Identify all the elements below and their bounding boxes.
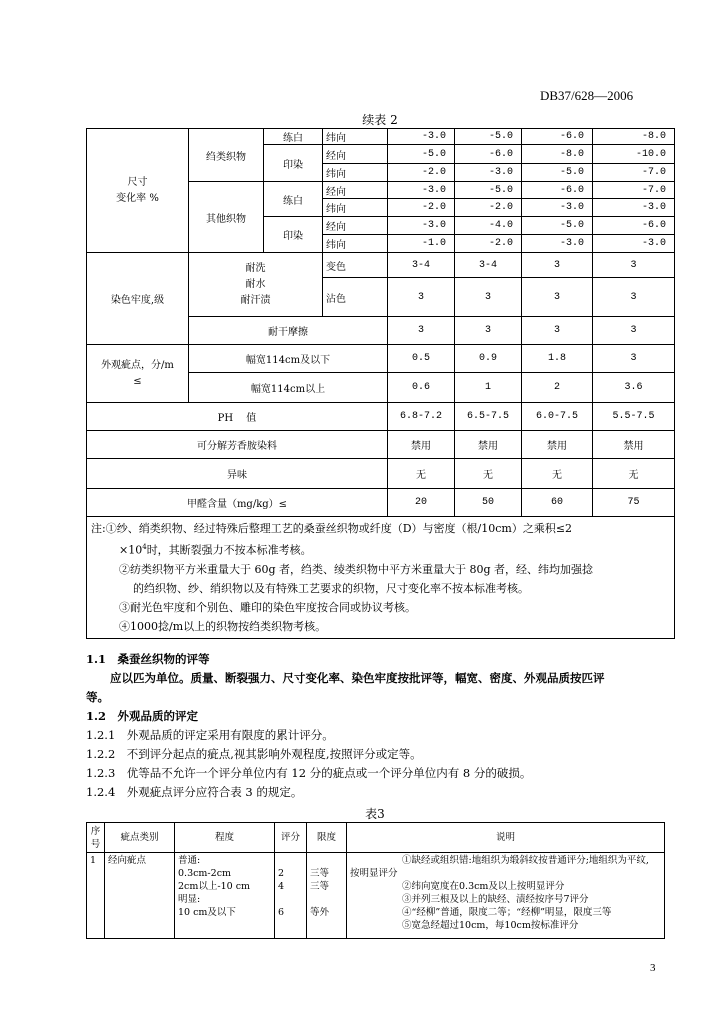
direction: 纬向	[323, 199, 388, 217]
value-cell: -3.0	[388, 217, 455, 235]
section-1-2-title: 1.2 外观品质的评定	[86, 709, 199, 723]
value-cell: 1.8	[522, 345, 593, 373]
sub-printed: 印染	[264, 145, 323, 182]
azo-dye-label: 可分解芳香胺染料	[87, 431, 388, 459]
table3-caption: 表3	[365, 807, 385, 821]
group-other: 其他织物	[189, 182, 264, 253]
header-type: 疵点类别	[105, 823, 175, 853]
direction: 纬向	[323, 235, 388, 253]
value-cell: 50	[455, 489, 522, 517]
section-1-1-body-cont: 等。	[86, 690, 109, 704]
value-cell: 60	[522, 489, 593, 517]
value-cell: 6.8-7.2	[388, 403, 455, 431]
value-cell: -3.0	[522, 199, 593, 217]
header-desc: 说明	[347, 823, 665, 853]
direction: 纬向	[323, 129, 388, 145]
value-cell: -5.0	[388, 145, 455, 164]
value-cell: -2.0	[455, 199, 522, 217]
section-1-1-title: 1.1 桑蚕丝织物的评等	[86, 652, 210, 666]
sub-bleached: 练白	[264, 182, 323, 217]
value-cell: 1	[455, 373, 522, 403]
value-cell: 禁用	[522, 431, 593, 459]
value-cell: 3	[593, 253, 675, 278]
table-row	[87, 853, 665, 939]
value-cell: 3-4	[388, 253, 455, 278]
value-cell: 3	[388, 278, 455, 317]
sub-printed: 印染	[264, 217, 323, 253]
value-cell: 0.9	[455, 345, 522, 373]
section-1-2-2: 1.2.2 不到评分起点的疵点,视其影响外观程度,按照评分或定等。	[86, 747, 422, 761]
table2-notes	[87, 517, 675, 639]
color-change-label: 变色	[323, 253, 388, 278]
value-cell: 75	[593, 489, 675, 517]
value-cell: -3.0	[593, 235, 675, 253]
document-code: DB37/628—2006	[540, 88, 634, 103]
fastness-label: 染色牢度,级	[87, 253, 189, 345]
value-cell: -7.0	[593, 164, 675, 182]
section-1-2-4: 1.2.4 外观疵点评分应符合表 3 的规定。	[86, 785, 303, 799]
value-cell: 3-4	[455, 253, 522, 278]
value-cell: -6.0	[522, 182, 593, 199]
size-change-label: 尺寸 变化率 %	[87, 129, 189, 253]
value-cell: -2.0	[388, 199, 455, 217]
note-1: 注:①纱、绡类织物、经过特殊后整理工艺的桑蚕丝织物或纤度（D）与密度（根/10cm）之乘积≤2	[91, 522, 573, 535]
value-cell: -10.0	[593, 145, 675, 164]
value-cell: -8.0	[522, 145, 593, 164]
note-2: ②纺类织物平方米重量大于 60g 者，绉类、绫类织物中平方米重量大于 80g 者，经、纬均加强捻	[119, 562, 594, 576]
value-cell: -6.0	[522, 129, 593, 145]
header-score: 评分	[275, 823, 307, 853]
note-2-cont: 的绉织物、纱、绡织物以及有特殊工艺要求的织物，尺寸变化率不按本标准考核。	[133, 581, 529, 595]
value-cell: 3	[455, 278, 522, 317]
value-cell: -2.0	[388, 164, 455, 182]
value-cell: 2	[522, 373, 593, 403]
value-cell: -1.0	[388, 235, 455, 253]
value-cell: 无	[593, 459, 675, 489]
row-type: 经向疵点	[105, 853, 175, 939]
value-cell: -4.0	[455, 217, 522, 235]
header-degree: 程度	[175, 823, 275, 853]
value-cell: -2.0	[455, 235, 522, 253]
ph-label: PH 值	[87, 403, 388, 431]
value-cell: 无	[522, 459, 593, 489]
value-cell: -6.0	[455, 145, 522, 164]
value-cell: 3	[593, 345, 675, 373]
value-cell: -3.0	[455, 164, 522, 182]
value-cell: -5.0	[455, 129, 522, 145]
value-cell: 3	[593, 317, 675, 345]
value-cell: 无	[388, 459, 455, 489]
formaldehyde-label: 甲醛含量（mg/kg）≤	[87, 489, 388, 517]
direction: 经向	[323, 217, 388, 235]
staining-label: 沾色	[323, 278, 388, 317]
odor-label: 异味	[87, 459, 388, 489]
value-cell: -5.0	[522, 217, 593, 235]
section-1-2-3: 1.2.3 优等品不允许一个评分单位内有 12 分的疵点或一个评分单位内有 8 分的破损。	[86, 766, 532, 780]
value-cell: 3	[522, 253, 593, 278]
note-1-cont: $\times 10^4$时，其断裂强力不按本标准考核。	[119, 543, 312, 557]
value-cell: -8.0	[593, 129, 675, 145]
value-cell: 3	[522, 278, 593, 317]
value-cell: 6.5-7.5	[455, 403, 522, 431]
value-cell: -3.0	[388, 182, 455, 199]
wash-types: 耐洗 耐水 耐汗渍	[189, 253, 323, 317]
value-cell: 禁用	[388, 431, 455, 459]
value-cell: -5.0	[455, 182, 522, 199]
row-score: 2 4 6	[275, 853, 307, 939]
value-cell: -3.0	[388, 129, 455, 145]
direction: 经向	[323, 145, 388, 164]
row-degree: 普通: 0.3cm-2cm 2cm以上-10 cm 明显: 10 cm及以下	[175, 853, 275, 939]
value-cell: -5.0	[522, 164, 593, 182]
page-number: 3	[650, 962, 656, 974]
value-cell: -3.0	[593, 199, 675, 217]
value-cell: 6.0-7.5	[522, 403, 593, 431]
header-seq: 序号	[87, 823, 105, 853]
width-row-label: 幅宽114cm及以下	[189, 345, 388, 373]
value-cell: 20	[388, 489, 455, 517]
note-4: ④1000捻/m以上的织物按绉类织物考核。	[119, 619, 327, 633]
row-desc: ①缺经或组织错:地组织为缎斜纹按普通评分;地组织为平纹, 按明显评分 ②纬向宽度在0.3cm及以上按明显评分 ③并列三根及以上的缺经、渍经按序号7评分 ④“经柳”普通，限度二等；“经柳”明显，限度三等 ⑤宽急经超过10cm，每10cm按标准评分	[347, 853, 665, 939]
section-1-1-body: 应以匹为单位。质量、断裂强力、尺寸变化率、染色牢度按批评等，幅宽、密度、外观品质按匹评	[110, 671, 605, 685]
header-limit: 限度	[307, 823, 347, 853]
value-cell: 3.6	[593, 373, 675, 403]
width-row-label: 幅宽114cm以上	[189, 373, 388, 403]
row-limit: 三等 三等 等外	[307, 853, 347, 939]
table2-caption: 续表 2	[362, 113, 398, 127]
direction: 经向	[323, 182, 388, 199]
value-cell: 3	[455, 317, 522, 345]
direction: 纬向	[323, 164, 388, 182]
value-cell: 5.5-7.5	[593, 403, 675, 431]
value-cell: -6.0	[593, 217, 675, 235]
section-1-2-1: 1.2.1 外观品质的评定采用有限度的累计评分。	[86, 728, 334, 742]
value-cell: 3	[593, 278, 675, 317]
sub-bleached: 练白	[264, 129, 323, 145]
value-cell: 0.5	[388, 345, 455, 373]
value-cell: -3.0	[522, 235, 593, 253]
value-cell: 无	[455, 459, 522, 489]
value-cell: 0.6	[388, 373, 455, 403]
row-seq: 1	[87, 853, 105, 939]
table-2	[86, 128, 675, 639]
defects-label: 外观疵点，分/m ≤	[87, 345, 189, 403]
value-cell: 3	[388, 317, 455, 345]
dry-rub-label: 耐干摩擦	[189, 317, 388, 345]
sections	[86, 650, 676, 802]
value-cell: 禁用	[593, 431, 675, 459]
group-crepe: 绉类织物	[189, 129, 264, 182]
value-cell: 3	[522, 317, 593, 345]
note-3: ③耐光色牢度和个别色、雕印的染色牢度按合同或协议考核。	[119, 600, 416, 614]
value-cell: -7.0	[593, 182, 675, 199]
table-3	[86, 822, 665, 939]
value-cell: 禁用	[455, 431, 522, 459]
